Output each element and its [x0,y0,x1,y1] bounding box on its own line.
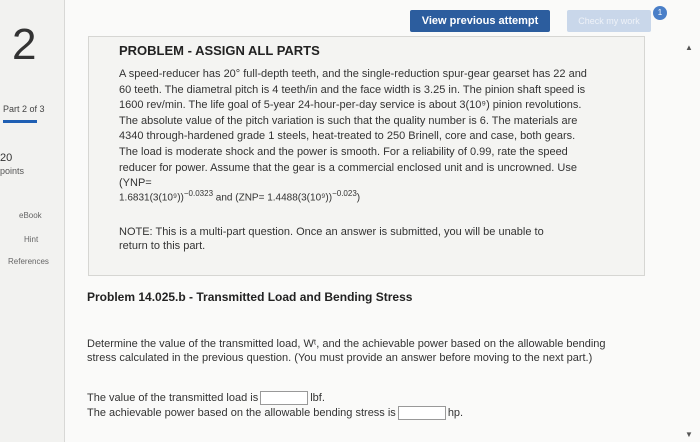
achievable-power-label: The achievable power based on the allowable bending stress is [87,406,396,419]
formula-exp1: −0.0323 [183,189,214,198]
problem-body: A speed-reducer has 20° full-depth teeth, and the single-reduction spur-gear gearset has 22 and 60 teeth. The diametral pitch is 4 teeth/in and the face width is 3.25 in. The pinion shaft speed is 1600 rev/min. The life goal of 5-year 24-hour-per-day service is about 3(10⁹) pinion revolutions. The absolute value of the pitch variation is such that the quality number is 6. The materials are 4340 through-hardened grade 1 steels, heat-treated to 250 Brinell, core and case, both gears. The load is moderate shock and the power is smooth. For a reliability of 0.99, rate the speed reducer for power. Assume that the gear is a commercial enclosed unit and is uncrowned. Use (YNP= [119,68,587,190]
check-count-badge: 1 [653,6,667,20]
check-my-work-button[interactable]: Check my work [567,10,651,32]
transmitted-load-input[interactable] [260,391,308,405]
main-content [65,0,700,442]
problem-title: PROBLEM - ASSIGN ALL PARTS [119,43,320,58]
transmitted-load-label: The value of the transmitted load is [87,391,259,404]
transmitted-load-row [87,391,325,405]
part-label: Part 2 of 3 [3,104,45,114]
ebook-link[interactable]: eBook [19,211,42,220]
formula-end: ) [356,192,361,204]
formula-part1: 1.6831(3(10⁹)) [119,192,184,204]
subproblem-title: Problem 14.025.b - Transmitted Load and Bending Stress [87,290,413,304]
top-toolbar [65,0,700,40]
multi-part-note: NOTE: This is a multi-part question. Once an answer is submitted, you will be unable to return to this part. [119,226,544,252]
question-number: 2 [12,20,37,69]
problem-statement-box [88,36,645,276]
references-link[interactable]: References [8,257,49,266]
points-label: points [0,166,25,176]
formula-exp2: −0.023 [332,189,357,198]
problem-formula [119,189,360,203]
achievable-power-unit: hp. [447,406,464,419]
part-progress-bar [3,120,37,123]
hint-link[interactable]: Hint [24,235,39,244]
points-value: 20 [0,152,13,164]
subproblem-text: Determine the value of the transmitted load, Wᵗ, and the achievable power based on the allowable bending stress calculated in the previous question. (You must provide an answer before moving to the next part.) [87,338,606,364]
achievable-power-row [87,406,463,420]
achievable-power-input[interactable] [398,406,446,420]
transmitted-load-unit: lbf. [310,391,325,404]
formula-and: and (ZNP= 1.4488(3(10⁹)) [213,192,333,204]
scroll-down-icon[interactable]: ▼ [685,430,693,439]
scroll-up-icon[interactable]: ▲ [685,43,693,52]
sidebar [0,0,65,442]
view-previous-attempt-button[interactable]: View previous attempt [410,10,550,32]
